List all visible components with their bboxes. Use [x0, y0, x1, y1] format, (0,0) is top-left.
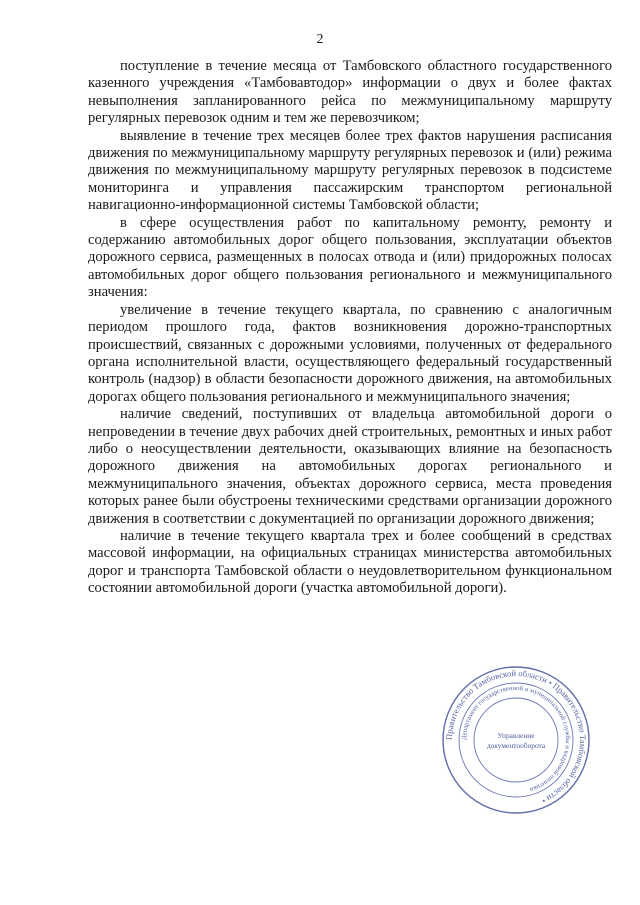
paragraph-6: наличие в течение текущего квартала трех и более сообщений в средствах массовой информации, на официальных страницах министерства автомобильных дорог и транспорта Тамбовской области о неудовлетворительном функциональном состоянии автомобильной дороги (участка автомобильной дороги). [88, 527, 612, 597]
paragraph-1: поступление в течение месяца от Тамбовского областного государственного казенного учреждения «Тамбовавтодор» информации о двух и более фактах невыполнения запланированного рейса по межмуниципальному маршруту регулярных перевозок одним и тем же перевозчиком; [88, 58, 612, 127]
document-body [88, 58, 612, 598]
stamp-outer-text: Правительство Тамбовской области • Правительство Тамбовской области • [443, 667, 589, 807]
page-number: 2 [316, 32, 324, 47]
paragraph-2: выявление в течение трех месяцев более трех фактов нарушения расписания движения по межмуниципальному маршруту регулярных перевозок и (или) режима движения по межмуниципальному маршруту регулярных перевозок в подсистеме мониторинга и управления пассажирским транспортом региональной навигационно-информационной системы Тамбовской области; [88, 127, 612, 214]
paragraph-5: наличие сведений, поступивших от владельца автомобильной дороги о непроведении в течение двух рабочих дней строительных, ремонтных и иных работ либо о неосуществлении деятельности, оказывающих влияние на безопасность дорожного движения на автомобильных дорогах регионального и межмуниципального значения, объектах дорожного сервиса, места проведения которых ранее были обустроены техническими средствами организации дорожного движения в соответствии с документацией по организации дорожного движения; [88, 406, 612, 527]
stamp-inner-text: Департамент государственной и муниципальной службы и кадровой политики [460, 684, 572, 793]
paragraph-4: увеличение в течение текущего квартала, по сравнению с аналогичным периодом прошлого года, фактов возникновения дорожно-транспортных происшествий, связанных с дорожными условиями, полученных от федерального органа исполнительной власти, осуществляющего федеральный государственный контроль (надзор) в области безопасности дорожного движения, на автомобильных дорогах общего пользования регионального и межмуниципального значения; [88, 301, 612, 405]
stamp-center-line-1: Управление [497, 731, 535, 740]
stamp-center-line-2: документооборота [486, 741, 546, 750]
paragraph-3: в сфере осуществления работ по капитальному ремонту, ремонту и содержанию автомобильных дорог общего пользования, эксплуатации объектов дорожного сервиса, размещенных в полосах отвода и (или) придорожных полосах автомобильных дорог общего пользования регионального и межмуниципального значения: [88, 214, 612, 301]
official-stamp [440, 664, 592, 816]
stamp-graphic [440, 664, 592, 816]
